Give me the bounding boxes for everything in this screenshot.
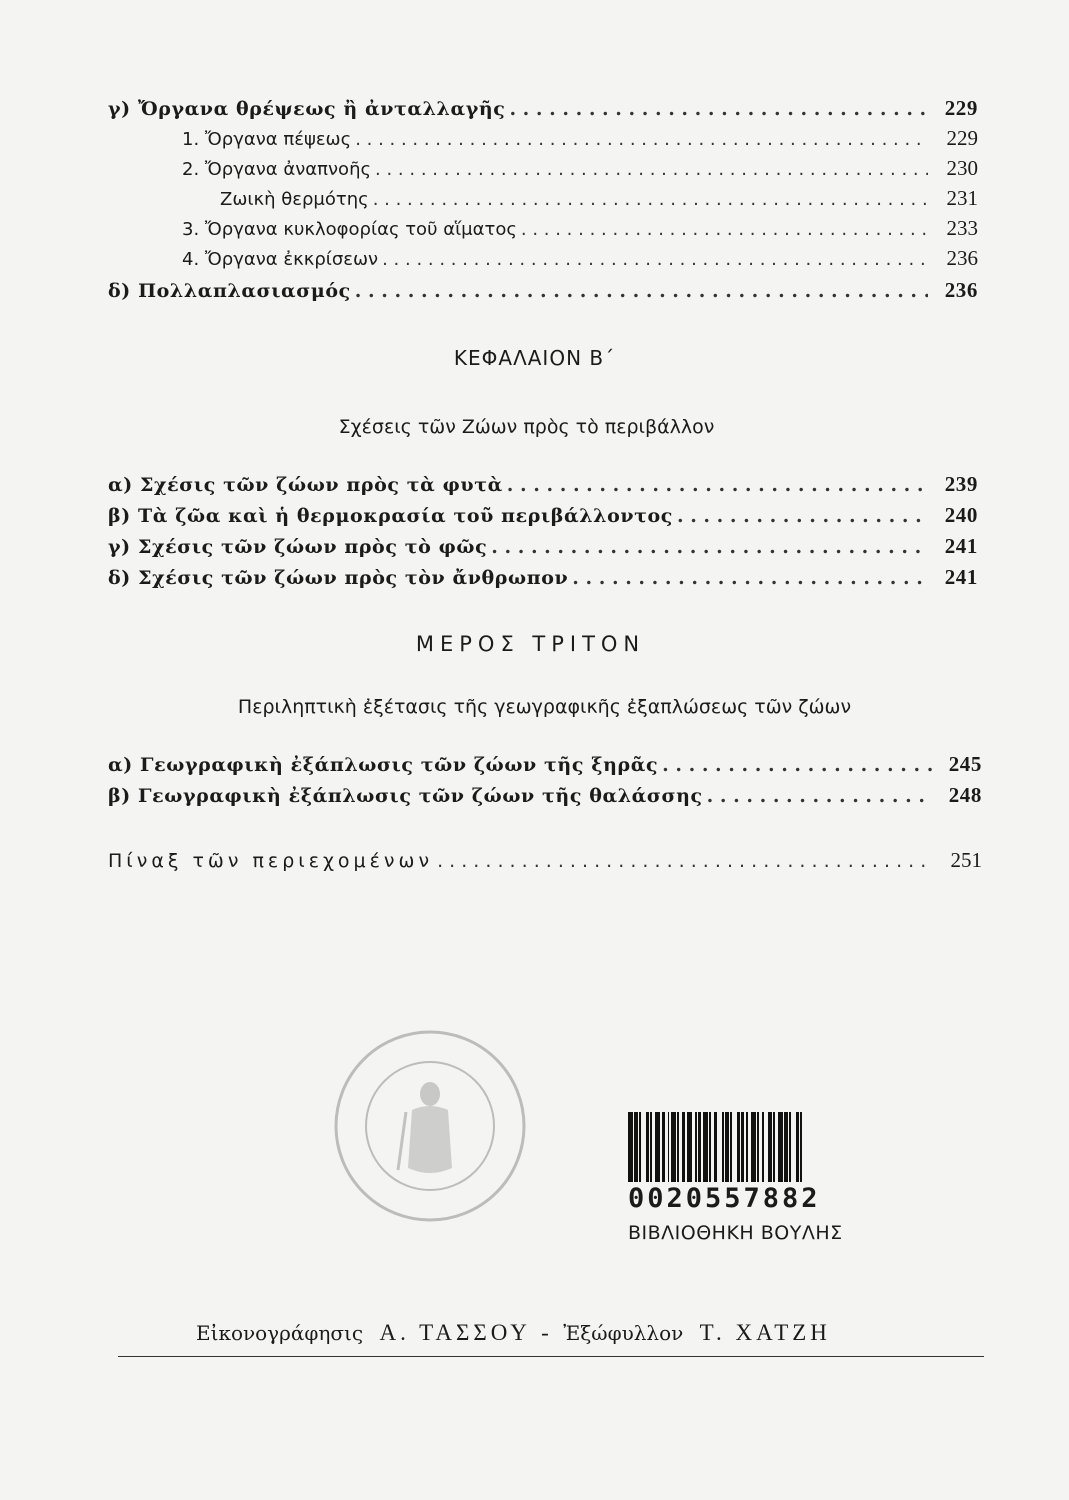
toc-entry-label: 2. Ὄργανα ἀναπνοῆς [182,159,372,180]
toc-entry-page: 239 [944,472,978,496]
toc-entry-page: 229 [946,126,978,150]
dot-leader [677,504,928,528]
toc-entry-page: 233 [946,216,978,240]
toc-entry [108,783,982,808]
illustrator-name: Α. ΤΑΣΣΟΥ [379,1320,531,1345]
dot-leader [491,535,928,559]
dot-leader [437,849,932,873]
toc-entry-label: β) Γεωγραφικὴ ἐξάπλωσις τῶν ζώων τῆς θαλάσσης [108,785,703,807]
toc-entry-label: α) Γεωγραφικὴ ἐξάπλωσις τῶν ζώων τῆς ξηρᾶς [108,754,659,776]
toc-entry-label: 1. Ὄργανα πέψεως [182,129,352,150]
toc-entry-label: β) Τὰ ζῶα καὶ ἡ θερμοκρασία τοῦ περιβάλλοντος [108,505,673,527]
dot-leader [521,218,928,242]
toc-entry-page: 241 [944,534,978,558]
toc-entry-label: α) Σχέσις τῶν ζώων πρὸς τὰ φυτὰ [108,474,503,496]
barcode [628,1112,904,1182]
toc-entry-page: 231 [946,186,978,210]
toc-entry-page: 240 [944,503,978,527]
toc-entry [220,186,978,212]
toc-entry [108,472,978,497]
toc-entry-label: δ) Πολλαπλασιασμός [108,280,351,302]
toc-entry-page: 248 [948,783,982,807]
dot-leader [355,279,928,303]
dot-leader [355,128,928,152]
dot-leader [373,188,928,212]
toc-entry [108,565,978,590]
credits-separator: - [541,1320,553,1345]
barcode-library-name: ΒΙΒΛΙΟΘΗΚΗ ΒΟΥΛΗΣ [628,1222,843,1244]
toc-entry-page: 245 [948,752,982,776]
toc-entry-label: Ζωικὴ θερμότης [220,189,369,210]
part-heading: ΜΕΡΟΣ ΤΡΙΤΟΝ [415,632,646,656]
part-subtitle: Περιληπτικὴ ἐξέτασις τῆς γεωγραφικῆς ἐξαπλώσεως τῶν ζώων [237,696,852,718]
barcode-number: 0020557882 [628,1183,821,1214]
dot-leader [382,248,928,272]
illustrations-label: Εἰκονογράφησις [196,1321,364,1345]
toc-entry [182,126,978,152]
dot-leader [707,784,932,808]
toc-entry [182,246,978,272]
credits-line [196,1320,831,1346]
toc-entry-page: 251 [950,848,982,872]
toc-entry-label: 4. Ὄργανα ἐκκρίσεων [182,249,379,270]
toc-entry-label: Πίναξ τῶν περιεχομένων [108,850,434,872]
toc-entry-page: 236 [946,246,978,270]
toc-entry [108,96,978,121]
cover-label: Ἐξώφυλλον [563,1321,684,1345]
toc-entry-label: γ) Ὄργανα θρέψεως ἢ ἀνταλλαγῆς [108,98,506,120]
chapter-subtitle: Σχέσεις τῶν Ζώων πρὸς τὸ περιβάλλον [338,416,715,438]
barcode-bar [802,1112,805,1182]
toc-entry-label: γ) Σχέσις τῶν ζώων πρὸς τὸ φῶς [108,536,488,558]
bottom-rule [118,1356,984,1357]
library-stamp [332,1028,528,1224]
toc-entry-page: 241 [944,565,978,589]
toc-entry [182,216,978,242]
dot-leader [375,158,928,182]
toc-entry-page: 230 [946,156,978,180]
dot-leader [507,473,928,497]
toc-entry [108,752,982,777]
toc-entry [108,534,978,559]
toc-entry-label: δ) Σχέσις τῶν ζώων πρὸς τὸν ἄνθρωπον [108,567,569,589]
toc-entry [108,278,978,303]
toc-entry-label: 3. Ὄργανα κυκλοφορίας τοῦ αἵματος [182,219,517,240]
toc-entry-page: 236 [944,278,978,302]
toc-entry [108,503,978,528]
chapter-heading: ΚΕΦΑΛΑΙΟΝ Β΄ [453,346,616,370]
barcode-label [628,1112,904,1244]
figure-icon [398,1082,452,1173]
toc-entry [182,156,978,182]
cover-artist-name: Τ. ΧΑΤΖΗ [699,1320,831,1345]
toc-entry-page: 229 [944,96,978,120]
dot-leader [662,753,932,777]
toc-entry-contents [108,848,982,873]
dot-leader [509,97,928,121]
dot-leader [572,566,928,590]
